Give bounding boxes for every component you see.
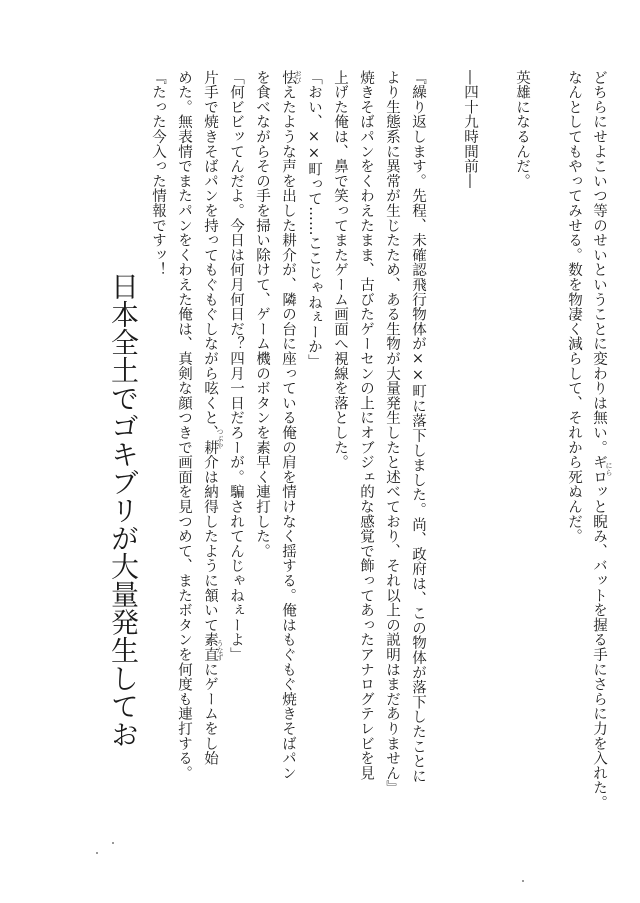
- scan-speck: [522, 880, 524, 882]
- text-column-2: なんとしてもやってみせる。数を物凄く減らして、それから死ぬんだ。: [566, 70, 582, 544]
- text-column-11: 上げた俺は、鼻で笑ってまたゲーム画面へ視線を落とした。: [332, 70, 348, 470]
- text-column-15: 「何ビビッてんだよ。今日は何月何日だ？四月一日だろーが。騙されてんじゃねぇーよ」: [228, 70, 244, 662]
- scan-speck: [96, 852, 98, 854]
- text-column-16: 片手で焼きそばパンを持ってもぐもぐしながら呟くと、耕介は納得したように頷いて素直にゲームをし始: [202, 70, 218, 766]
- ruby-unazuite: うなず: [216, 640, 224, 661]
- ruby-obie: おび: [294, 70, 302, 84]
- section-heading: ―四十九時間前―: [462, 70, 478, 189]
- text-column-9: より生態系に異常が生じたため、ある生物が大量発生したと述べており、それ以上の説明はまだありません』: [384, 70, 400, 796]
- text-column-12: 「おい、××町って……ここじゃねぇーか」: [306, 70, 322, 369]
- text-column-18: 『たった今入った情報ですッ！: [150, 70, 166, 278]
- text-column-17: めた。無表情でまたパンをくわえた俺は、真剣な顔つきで画面を見つめて、またボタンを何度も連打する。: [176, 70, 192, 781]
- ruby-nirami: にら: [605, 462, 613, 476]
- text-column-4: 英雄になるんだ。: [514, 70, 530, 189]
- headline-text: 日本全土でゴキブリが大量発生してお: [107, 272, 140, 748]
- text-column-8: 『繰り返します。先程、未確認飛行物体が××町に落下しました。尚、政府は、この物体が落下したことに: [410, 70, 426, 784]
- text-column-10: 焼きそばパンをくわえたまま、古びたゲーセンの上にオブジェ的な感覚で飾ってあったアナログテレビを見: [358, 70, 374, 781]
- ruby-tsubuyaku: つぶや: [216, 428, 224, 449]
- text-column-14: を食べながらその手を掃い除けて、ゲーム機のボタンを素早く連打した。: [254, 70, 270, 559]
- text-column-1: どちらにせよこいつ等のせいということに変わりは無い。ギロッと睨み、バットを握る手にさらに力を入れた。: [591, 70, 607, 810]
- scan-speck: [112, 842, 114, 844]
- text-column-13: 怯えたような声を出した耕介が、隣の台に座っている俺の肩を情けなく揺する。俺はもぐもぐ焼きそばパン: [280, 70, 296, 781]
